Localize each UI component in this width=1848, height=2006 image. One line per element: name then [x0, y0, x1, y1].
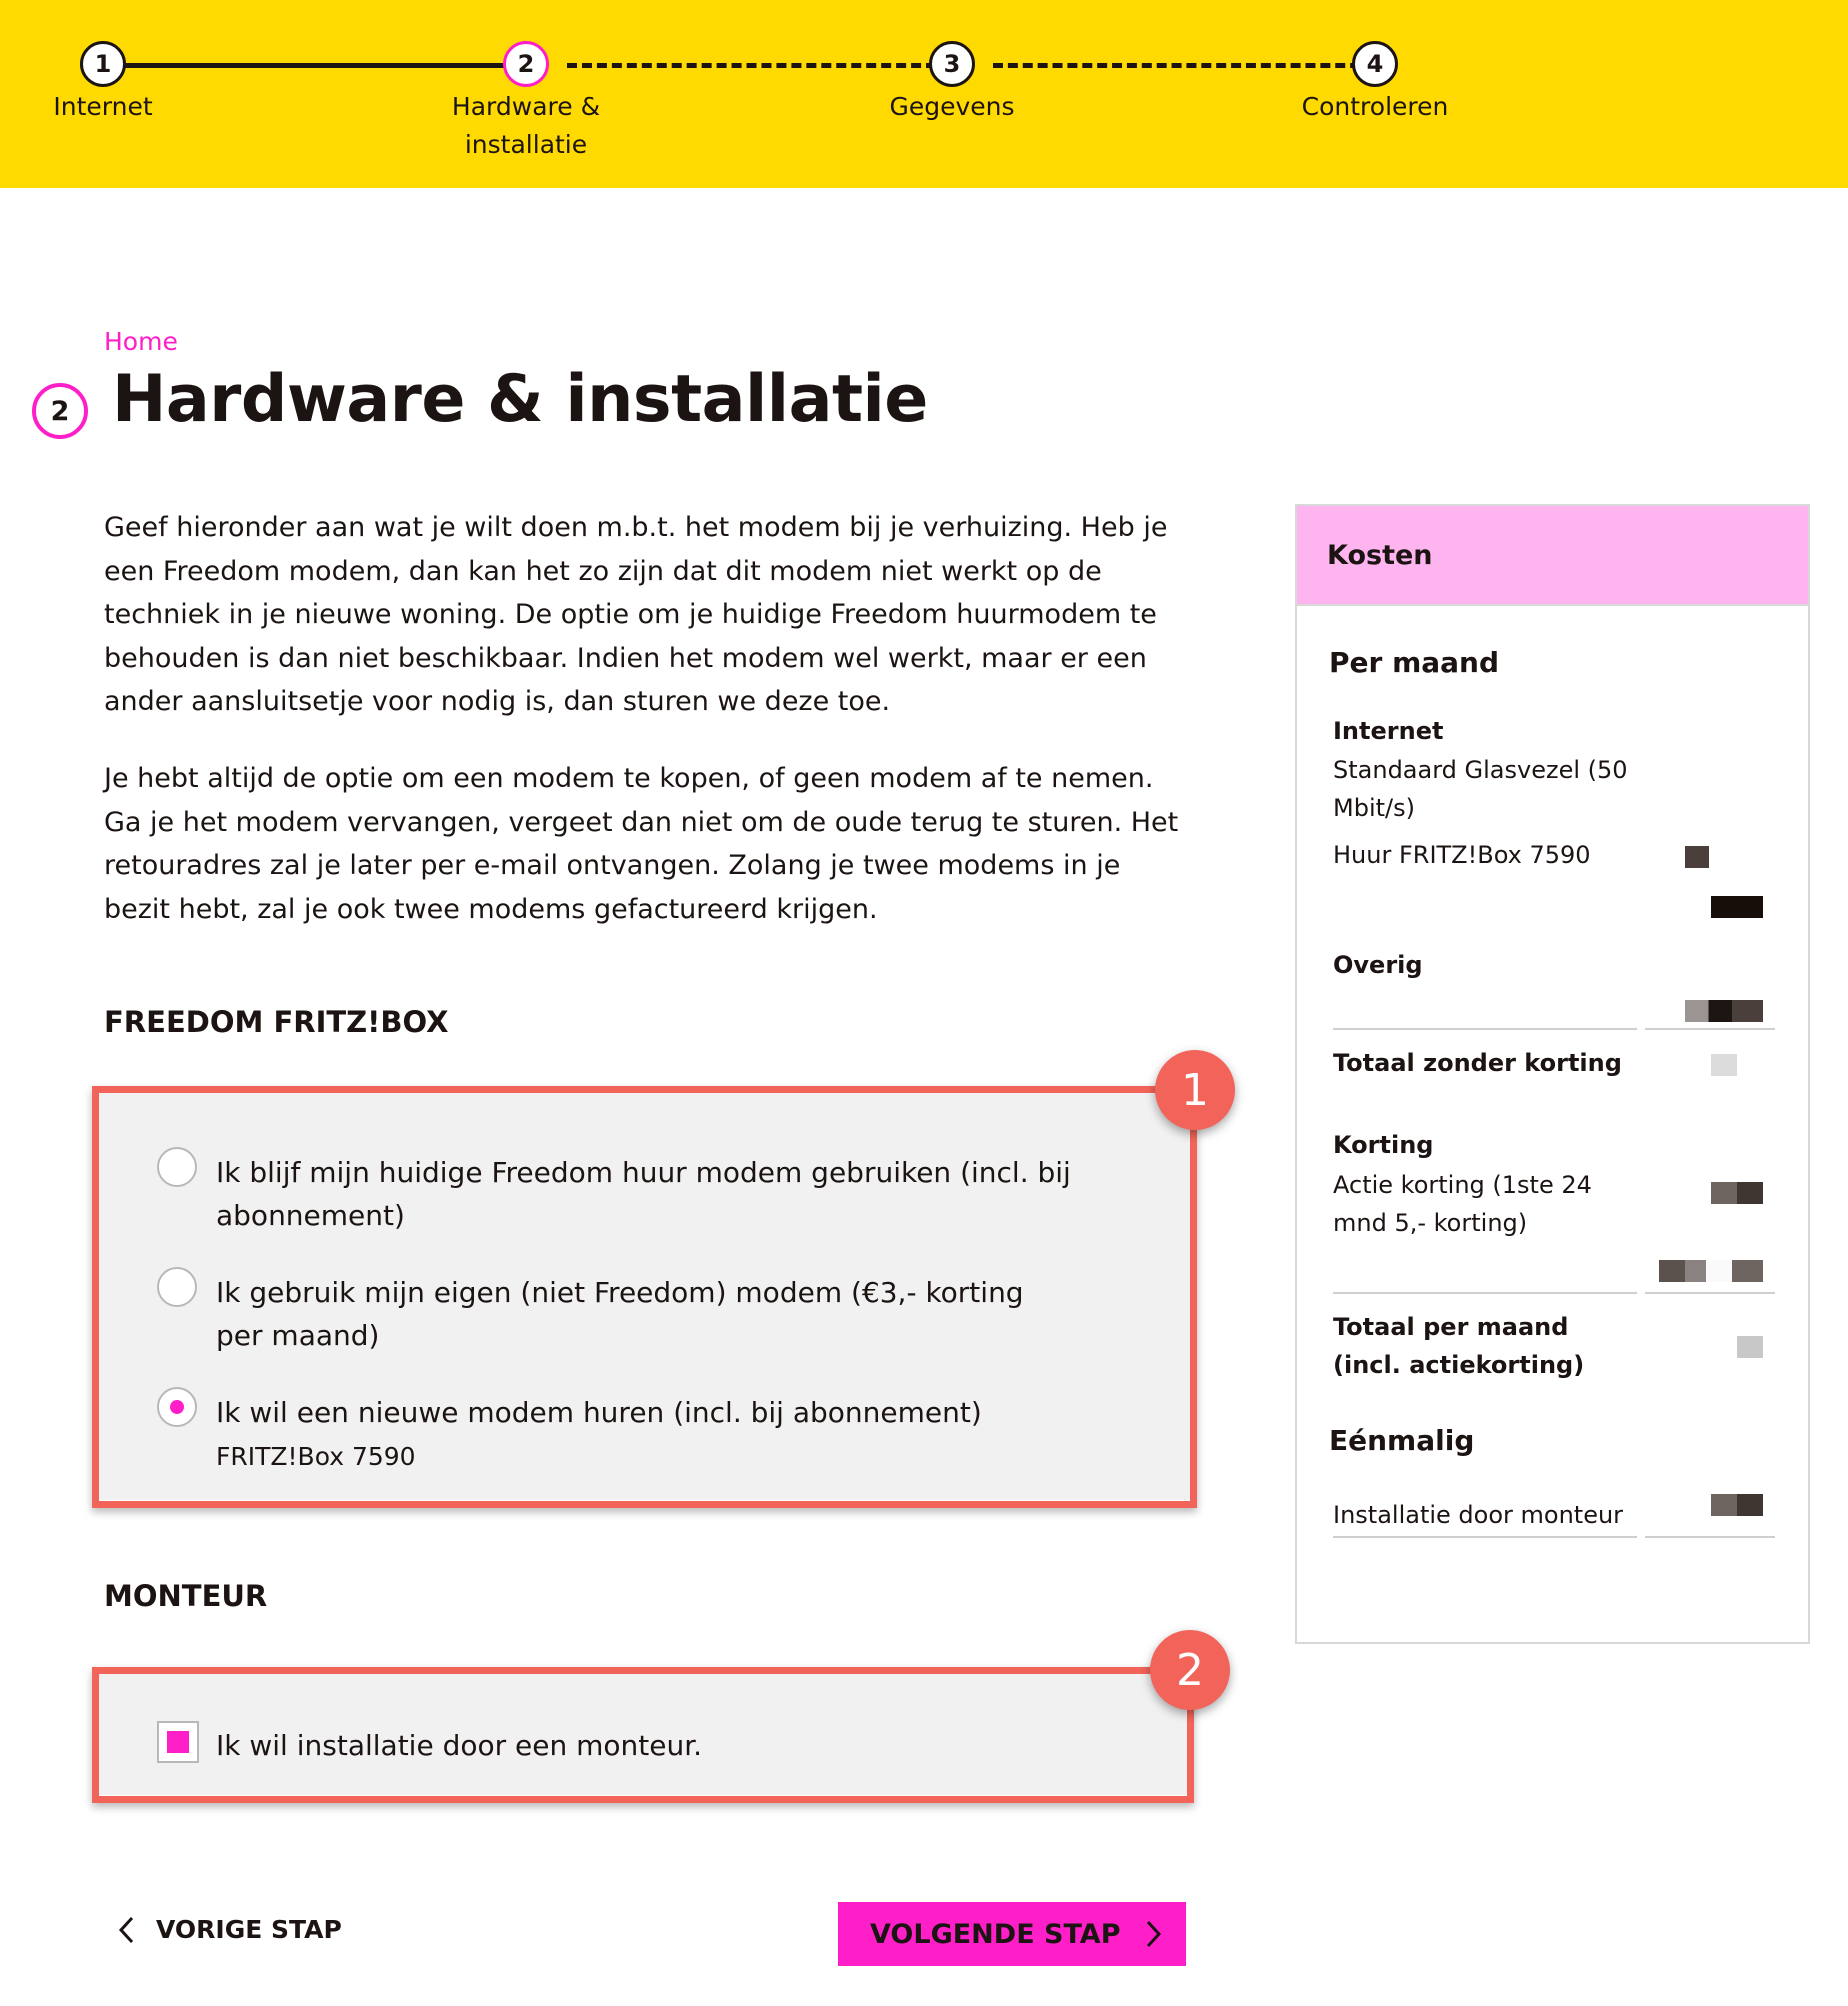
- radio-selected-dot: [170, 1400, 184, 1414]
- checkbox-checked-mark: [167, 1731, 189, 1753]
- discount-subtotal-redacted: [1659, 1260, 1763, 1282]
- radio-own-modem[interactable]: [157, 1267, 197, 1307]
- fritzbox-section-heading: FREEDOM FRITZ!BOX: [104, 1005, 449, 1039]
- progress-stepper: [0, 0, 1848, 188]
- hardware-price-redacted: [1685, 846, 1709, 868]
- breadcrumb-home-link[interactable]: Home: [104, 327, 178, 356]
- step-4-label: Controleren: [1301, 92, 1449, 121]
- one-time-heading: Eénmalig: [1329, 1424, 1475, 1457]
- total-without-discount-label: Totaal zonder korting: [1333, 1049, 1622, 1077]
- monteur-section-heading: MONTEUR: [104, 1579, 268, 1613]
- chevron-left-icon: [118, 1916, 134, 1944]
- option-rent-new-modem-model: FRITZ!Box 7590: [216, 1442, 416, 1471]
- total-per-month-redacted: [1737, 1336, 1763, 1358]
- step-connector-completed: [125, 63, 525, 68]
- step-3-circle: 3: [929, 41, 975, 87]
- divider: [1333, 1292, 1637, 1294]
- step-2-label: Hardware & installatie: [451, 92, 601, 159]
- divider: [1333, 1536, 1637, 1538]
- next-step-button[interactable]: [838, 1902, 1186, 1966]
- step-2-circle: 2: [503, 41, 549, 87]
- step-3-label: Gegevens: [889, 92, 1015, 121]
- previous-step-label: VORIGE STAP: [156, 1915, 342, 1944]
- monteur-installation-label[interactable]: Ik wil installatie door een monteur.: [216, 1729, 703, 1762]
- radio-keep-current-modem[interactable]: [157, 1147, 197, 1187]
- intro-paragraph-1: Geef hieronder aan wat je wilt doen m.b.t. het modem bij je verhuizing. Heb je een Freedom modem, dan kan het zo zijn dat dit modem niet werkt op de techniek in je nieuwe woning. De optie om je huidige Freedom huurmodem te behouden is dan niet beschikbaar. Indien het modem wel werkt, maar er een ander aansluitsetje voor nodig is, dan sturen we deze toe.: [104, 512, 1168, 717]
- per-month-heading: Per maand: [1329, 646, 1500, 679]
- page-title: Hardware & installatie: [112, 362, 928, 437]
- option-own-modem-label[interactable]: Ik gebruik mijn eigen (niet Freedom) modem (€3,- korting per maand): [216, 1276, 1024, 1352]
- monteur-installation-checkbox[interactable]: [157, 1721, 199, 1763]
- title-step-badge: 2: [32, 383, 88, 439]
- total-without-discount-redacted: [1711, 1054, 1737, 1076]
- cost-summary-title: Kosten: [1327, 540, 1433, 571]
- other-heading: Overig: [1333, 951, 1423, 979]
- divider: [1333, 1028, 1637, 1030]
- step-connector-pending: [993, 63, 1375, 68]
- discount-price-redacted: [1711, 1182, 1763, 1204]
- discount-heading: Korting: [1333, 1131, 1434, 1159]
- internet-item: Standaard Glasvezel (50 Mbit/s): [1333, 756, 1628, 822]
- previous-step-button[interactable]: [118, 1915, 342, 1944]
- step-connector-pending: [567, 63, 951, 68]
- cost-summary-header: [1297, 506, 1808, 606]
- total-per-month-label: Totaal per maand (incl. actiekorting): [1333, 1313, 1585, 1379]
- installation-item: Installatie door monteur: [1333, 1501, 1624, 1529]
- internet-subtotal-redacted: [1711, 896, 1763, 918]
- step-4-circle: 4: [1352, 41, 1398, 87]
- discount-item: Actie korting (1ste 24 mnd 5,- korting): [1333, 1171, 1592, 1237]
- annotation-badge-1: 1: [1155, 1050, 1235, 1130]
- option-rent-new-modem-label[interactable]: Ik wil een nieuwe modem huren (incl. bij abonnement): [216, 1396, 982, 1429]
- hardware-item: Huur FRITZ!Box 7590: [1333, 841, 1591, 869]
- cost-summary-panel: [1295, 504, 1810, 1644]
- radio-rent-new-modem[interactable]: [157, 1387, 197, 1427]
- option-keep-current-modem-label[interactable]: Ik blijf mijn huidige Freedom huur modem gebruiken (incl. bij abonnement): [216, 1156, 1071, 1232]
- chevron-right-icon: [1146, 1920, 1162, 1948]
- divider: [1645, 1292, 1775, 1294]
- step-1-circle[interactable]: 1: [80, 41, 126, 87]
- next-step-label: VOLGENDE STAP: [870, 1918, 1121, 1950]
- installation-price-redacted: [1711, 1494, 1763, 1516]
- annotation-badge-2: 2: [1150, 1630, 1230, 1710]
- intro-paragraph-2: Je hebt altijd de optie om een modem te kopen, of geen modem af te nemen. Ga je het modem vervangen, vergeet dan niet om de oude terug te sturen. Het retouradres zal je later per e-mail ontvangen. Zolang je twee modems in je bezit hebt, zal je ook twee modems gefactureerd krijgen.: [104, 763, 1179, 925]
- step-1-label[interactable]: Internet: [53, 92, 153, 121]
- internet-heading: Internet: [1333, 717, 1444, 745]
- divider: [1645, 1028, 1775, 1030]
- other-price-redacted: [1685, 1000, 1763, 1022]
- divider: [1645, 1536, 1775, 1538]
